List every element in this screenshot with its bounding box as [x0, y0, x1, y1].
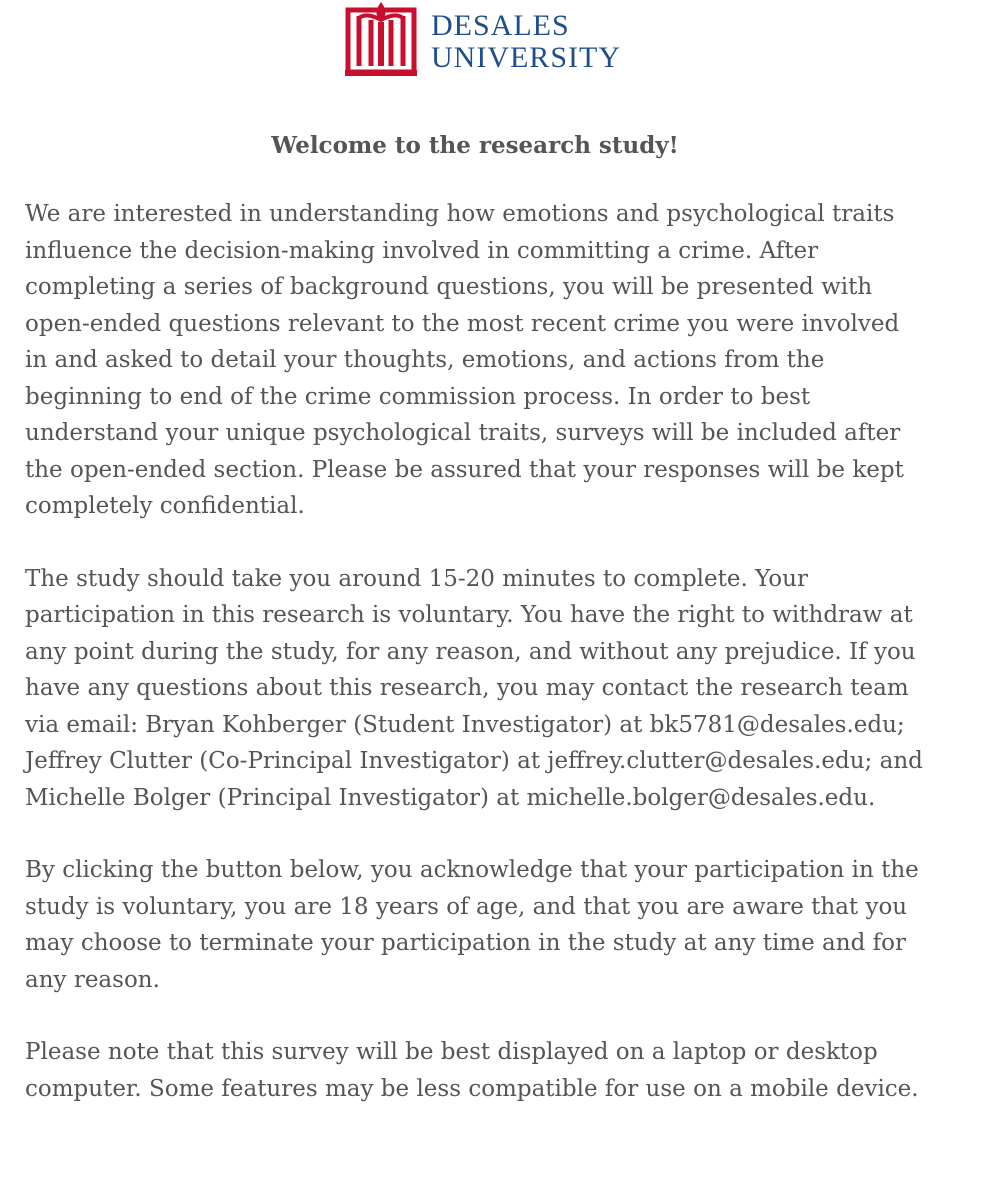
- page-title: Welcome to the research study!: [271, 132, 679, 159]
- logo-wordmark: [431, 10, 621, 74]
- intro-paragraph: We are interested in understanding how emotions and psychological traits influence the decision-making involved in committing a crime. After completing a series of background questions, you will be presented with open-ended questions relevant to the most recent crime you were involved in and asked to detail your thoughts, emotions, and actions from the beginning to end of the crime commission process. In order to best understand your unique psychological traits, surveys will be included after the open-ended section. Please be assured that your responses will be kept completely confidential.: [25, 201, 904, 519]
- logo-line-2: UNIVERSITY: [431, 41, 621, 74]
- study-details-paragraph: The study should take you around 15-20 minutes to complete. Your participation in this research is voluntary. You have the right to withdraw at any point during the study, for any reason, and without any prejudice. If you have any questions about this research, you may contact the research team via email: Bryan Kohberger (Student Investigator) at bk5781@desales.edu; Jeffrey Clutter (Co-Principal Investigator) at jeffrey.clutter@desales.edu; and Michelle Bolger (Principal Investigator) at michelle.bolger@desales.edu.: [25, 565, 923, 811]
- consent-content: [25, 126, 925, 1107]
- book-crest-icon: [345, 0, 417, 78]
- device-note-paragraph: Please note that this survey will be best displayed on a laptop or desktop computer. Some features may be less compatible for use on a mobile device.: [25, 1039, 919, 1102]
- university-logo: [345, 0, 621, 80]
- header: [0, 0, 989, 80]
- logo-line-1: DESALES: [431, 9, 570, 42]
- consent-acknowledgement-paragraph: By clicking the button below, you acknowledge that your participation in the study is voluntary, you are 18 years of age, and that you are aware that you may choose to terminate your participation in the study at any time and for any reason.: [25, 857, 919, 993]
